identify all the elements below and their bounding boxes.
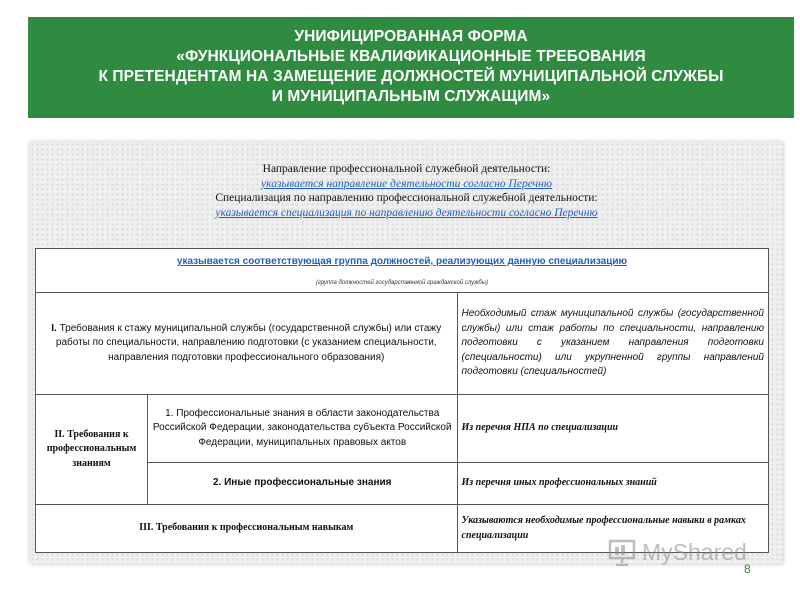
specialization-label: Специализация по направлению профессиональной служебной деятельности: <box>215 192 598 204</box>
title-line-1: УНИФИЦИРОВАННАЯ ФОРМА <box>294 28 528 45</box>
req1-cell <box>36 293 458 395</box>
req1-text: Требования к стажу муниципальной службы (государственной службы) или стажу работы по специальности, направлению подготовки (с указанием специальности, направления подготовки профессионального образования) <box>55 322 442 363</box>
table-row <box>36 249 769 293</box>
req1-value: Необходимый стаж муниципальной службы (государственной службы) или стаж работы по специальности, направлению подготовки с указанием направления подготовки (специальности) или укрупненной группы направлений подготовки (специальностей) <box>457 293 769 395</box>
group-note: (группа должностей государственной гражданской службы) <box>315 279 489 286</box>
title-line-2: «ФУНКЦИОНАЛЬНЫЕ КВАЛИФИКАЦИОННЫЕ ТРЕБОВАНИЯ <box>176 48 646 65</box>
group-cell <box>36 249 769 293</box>
req2-2-value: Из перечня иных профессиональных знаний <box>457 463 769 505</box>
watermark-text: MyShared <box>642 538 747 565</box>
req2-1-value: Из перечня НПА по специализации <box>457 395 769 463</box>
table-row <box>36 395 769 463</box>
specialization-link[interactable]: указывается специализация по направлению деятельности согласно Перечню <box>215 206 598 219</box>
form-card <box>30 142 783 564</box>
direction-link[interactable]: указывается направление деятельности согласно Перечню <box>261 177 552 190</box>
title-line-3: К ПРЕТЕНДЕНТАМ НА ЗАМЕЩЕНИЕ ДОЛЖНОСТЕЙ МУНИЦИПАЛЬНОЙ СЛУЖБЫ <box>98 68 724 85</box>
group-link[interactable]: указывается соответствующая группа должностей, реализующих данную специализацию <box>176 256 628 267</box>
req1-roman: I. <box>51 322 57 334</box>
presentation-icon <box>607 538 637 566</box>
req3-value: Указываются необходимые профессиональные навыки в рамках специализации <box>457 505 769 553</box>
requirements-table <box>35 248 769 553</box>
req2-1-text: 1. Профессиональные знания в области законодательства Российской Федерации, законодательства субъекта Российской Федерации, муниципальных правовых актов <box>147 395 457 463</box>
req3-label: III. Требования к профессиональным навыкам <box>36 505 458 553</box>
req2-2-text: 2. Иные профессиональные знания <box>147 463 457 505</box>
direction-label: Направление профессиональной служебной деятельности: <box>262 163 551 175</box>
form-intro <box>30 162 783 220</box>
table-row <box>36 293 769 395</box>
req2-label: II. Требования к профессиональным знаниям <box>36 395 148 505</box>
title-line-4: И МУНИЦИПАЛЬНЫМ СЛУЖАЩИМ» <box>271 88 551 105</box>
watermark <box>607 536 747 568</box>
page-number: 8 <box>744 562 751 576</box>
slide-title <box>28 17 794 118</box>
